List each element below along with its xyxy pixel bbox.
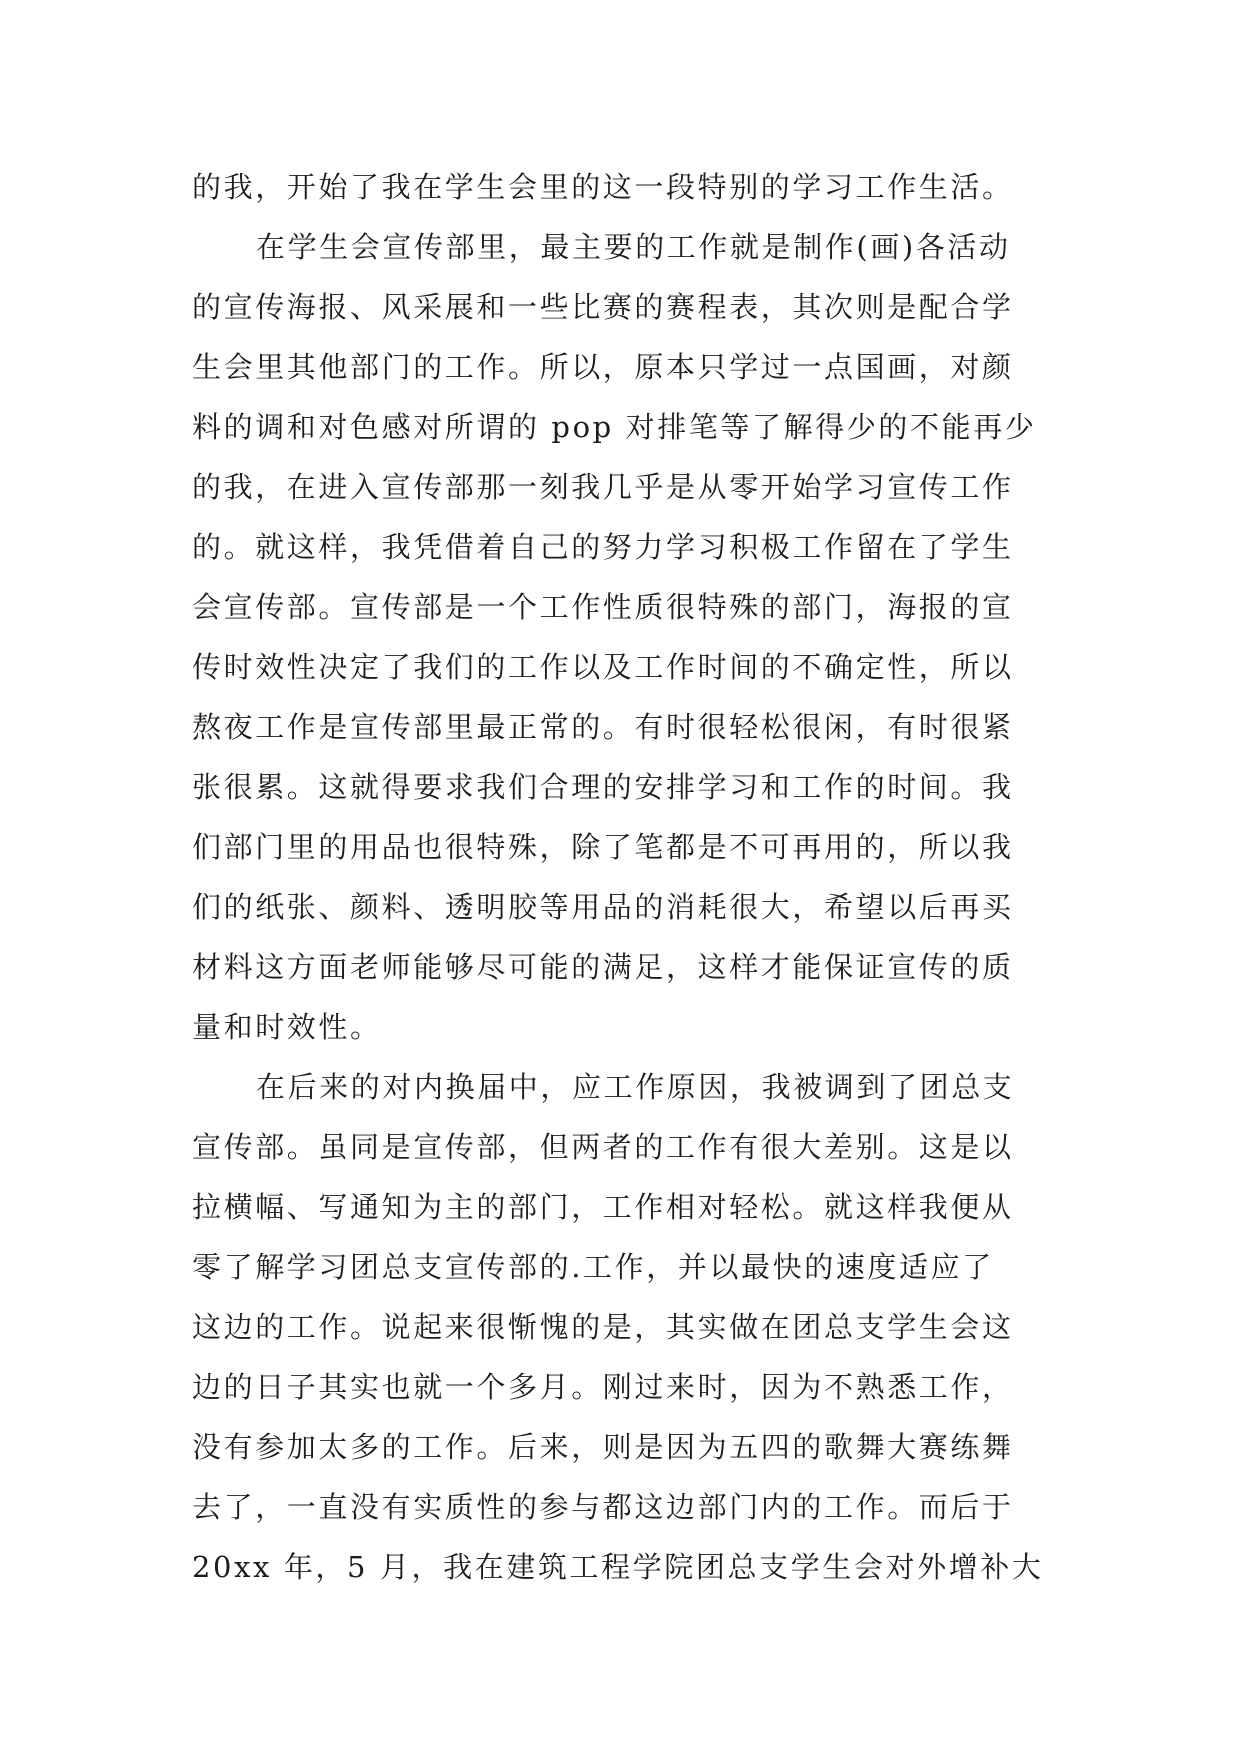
text-line: 这边的工作。说起来很惭愧的是，其实做在团总支学生会这: [192, 1310, 1014, 1344]
text-line: 的我，开始了我在学生会里的这一段特别的学习工作生活。: [192, 170, 1014, 204]
text-line: 的。就这样，我凭借着自己的努力学习积极工作留在了学生: [192, 530, 1014, 564]
text-line: 会宣传部。宣传部是一个工作性质很特殊的部门，海报的宣: [192, 590, 1014, 624]
text-line: 拉横幅、写通知为主的部门，工作相对轻松。就这样我便从: [192, 1190, 1014, 1224]
paragraph-start-line: 在学生会宣传部里，最主要的工作就是制作(画)各活动: [256, 230, 1011, 264]
text-line: 宣传部。虽同是宣传部，但两者的工作有很大差别。这是以: [192, 1130, 1014, 1164]
text-line: 材料这方面老师能够尽可能的满足，这样才能保证宣传的质: [192, 950, 1014, 984]
text-line: 没有参加太多的工作。后来，则是因为五四的歌舞大赛练舞: [192, 1430, 1014, 1464]
text-line: 们的纸张、颜料、透明胶等用品的消耗很大，希望以后再买: [192, 890, 1014, 924]
text-line: 张很累。这就得要求我们合理的安排学习和工作的时间。我: [192, 770, 1014, 804]
text-line: 20xx 年，5 月，我在建筑工程学院团总支学生会对外增补大: [192, 1550, 1044, 1584]
text-line: 去了，一直没有实质性的参与都这边部门内的工作。而后于: [192, 1490, 1014, 1524]
text-line: 传时效性决定了我们的工作以及工作时间的不确定性，所以: [192, 650, 1014, 684]
document-body: [192, 157, 1072, 1597]
text-line: 量和时效性。: [192, 1010, 382, 1044]
text-line: 的宣传海报、风采展和一些比赛的赛程表，其次则是配合学: [192, 290, 1014, 324]
text-line: 零了解学习团总支宣传部的.工作，并以最快的速度适应了: [192, 1250, 994, 1284]
text-line: 的我，在进入宣传部那一刻我几乎是从零开始学习宣传工作: [192, 470, 1014, 504]
paragraph-start-line: 在后来的对内换届中，应工作原因，我被调到了团总支: [256, 1070, 1015, 1104]
text-line: 边的日子其实也就一个多月。刚过来时，因为不熟悉工作，: [192, 1370, 1014, 1404]
text-line: 生会里其他部门的工作。所以，原本只学过一点国画，对颜: [192, 350, 1014, 384]
text-line: 们部门里的用品也很特殊，除了笔都是不可再用的，所以我: [192, 830, 1014, 864]
text-line: 熬夜工作是宣传部里最正常的。有时很轻松很闲，有时很紧: [192, 710, 1014, 744]
text-line: 料的调和对色感对所谓的 pop 对排笔等了解得少的不能再少: [192, 410, 1037, 444]
